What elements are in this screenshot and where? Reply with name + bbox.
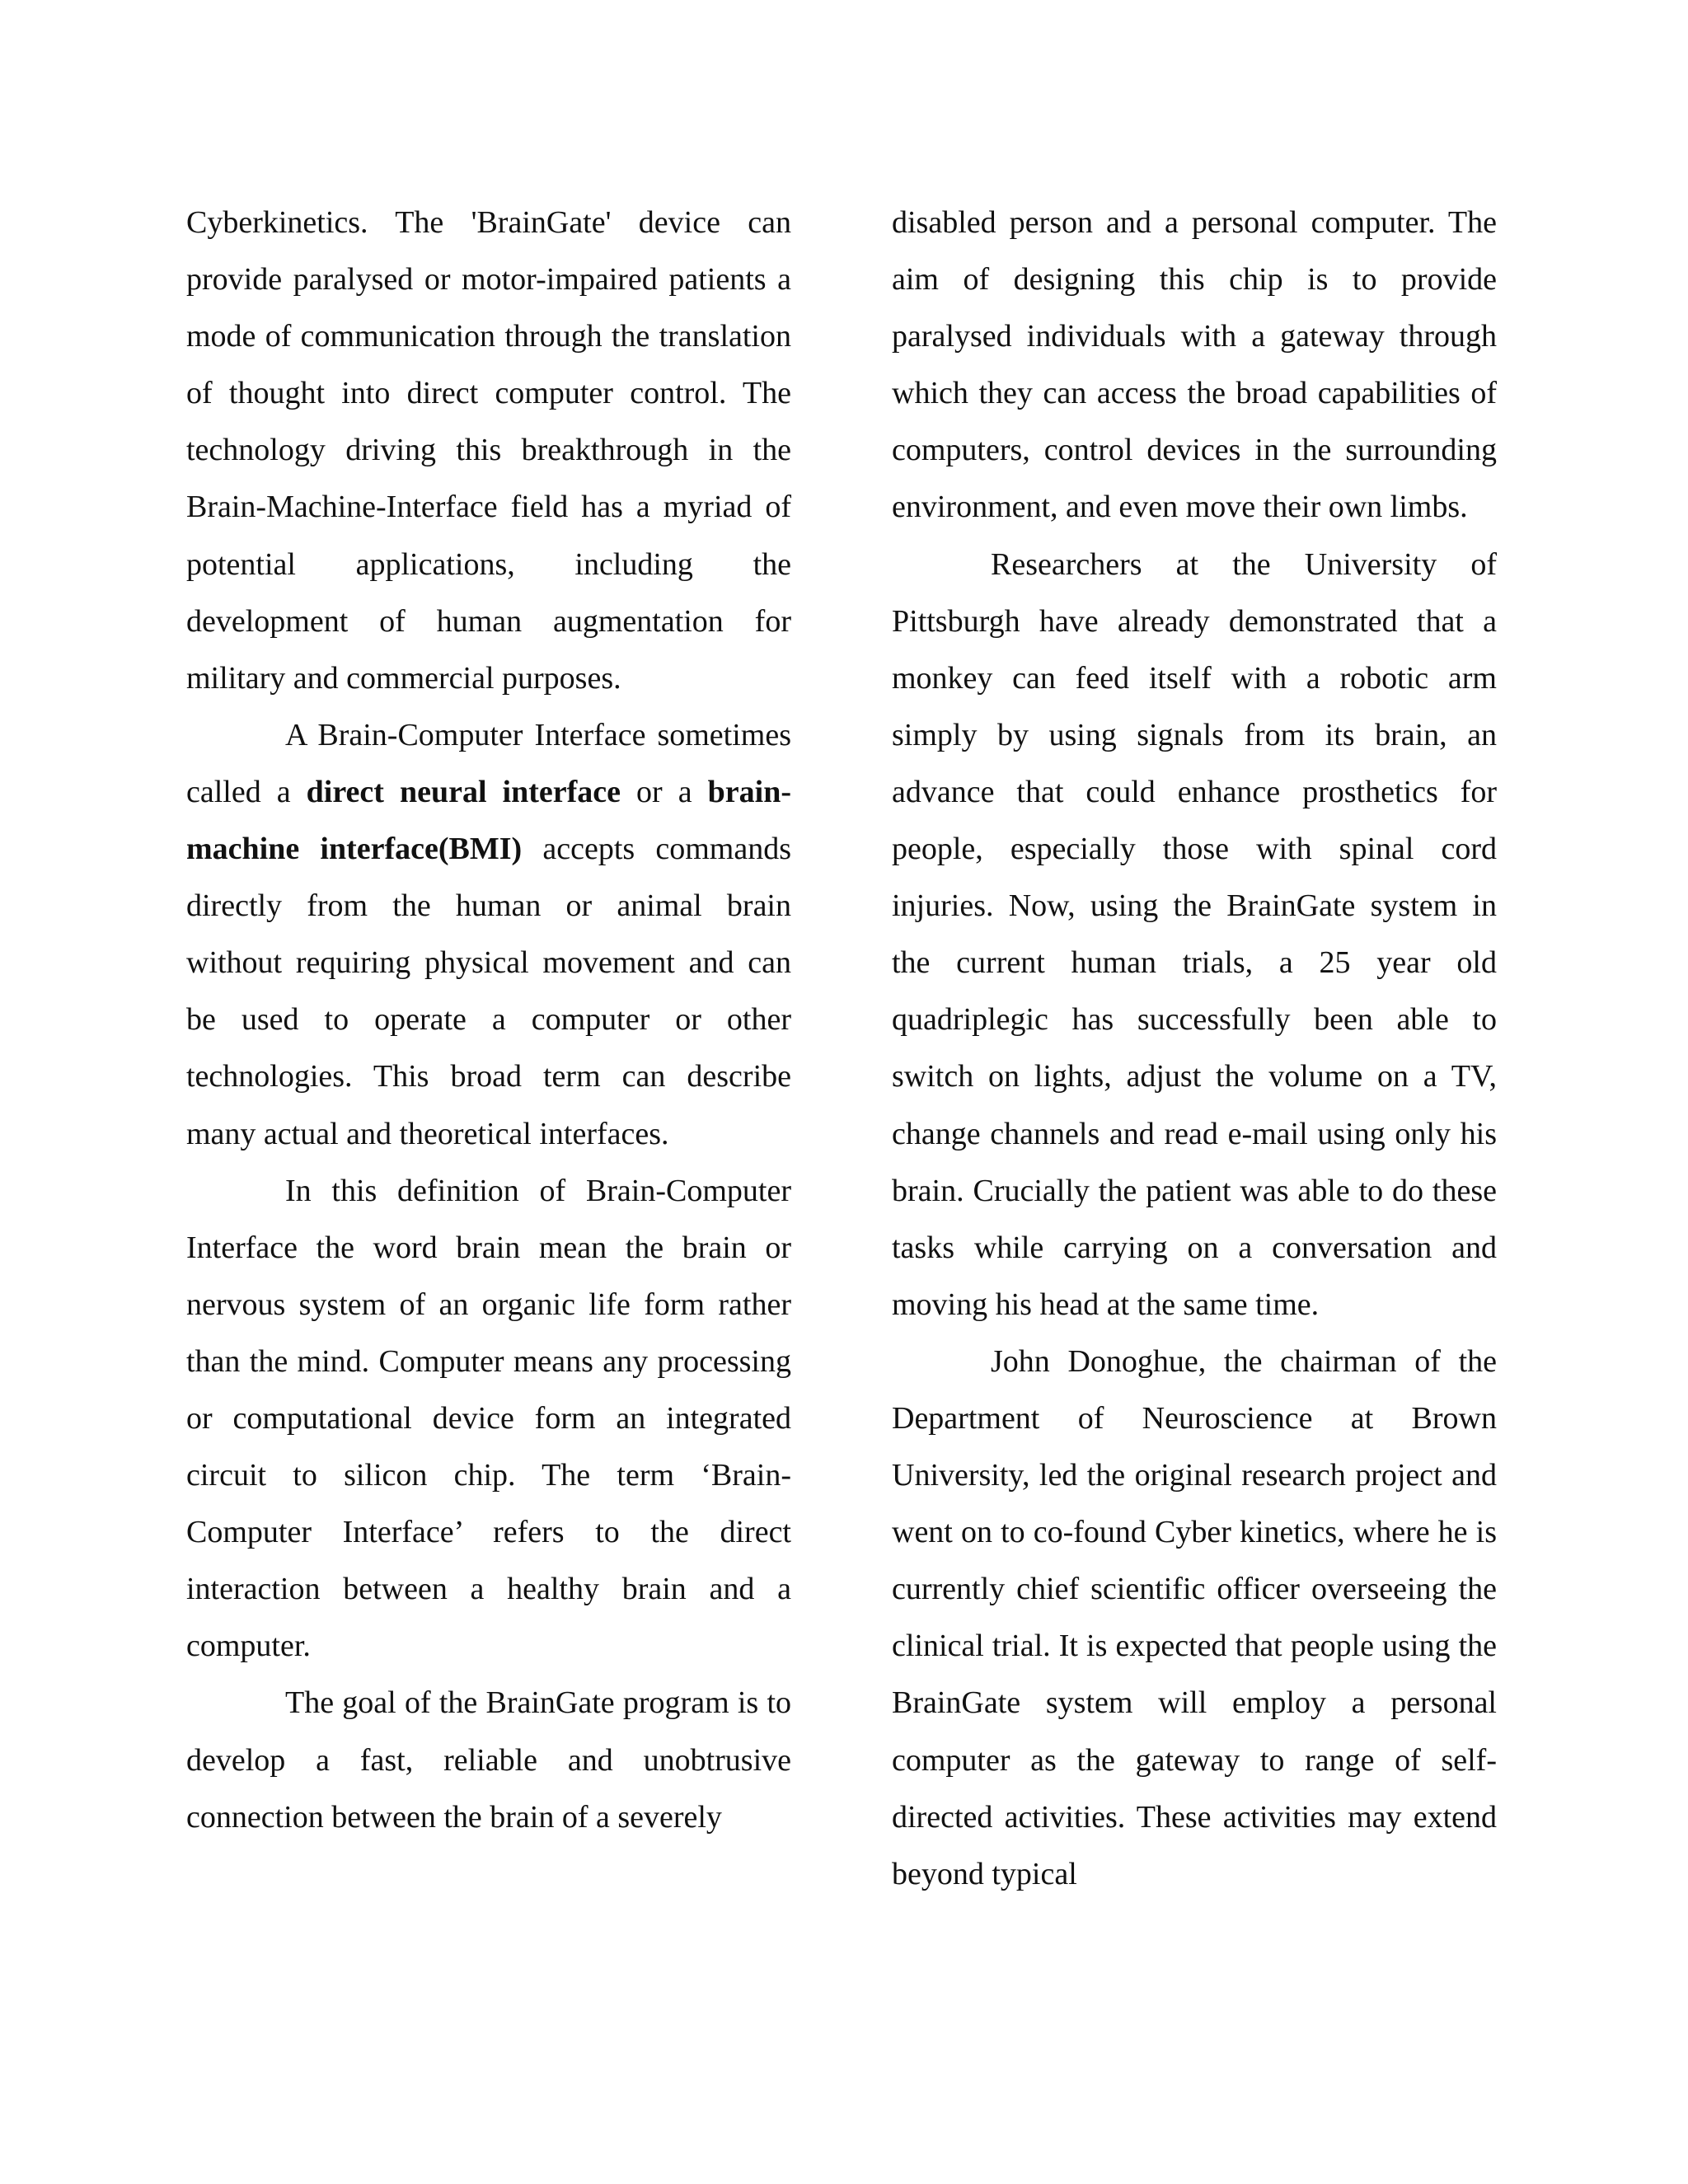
left-column <box>186 194 791 1846</box>
bci-text-2: or a <box>621 774 708 809</box>
paragraph-chip-aim: disabled person and a personal computer. The aim of designing this chip is to provide paralysed individuals with a gateway through which they can access the broad capabilities of computers, control devices in the surrounding environment, and even move their own limbs. <box>892 205 1497 525</box>
paragraph-definition-terms: In this definition of Brain-Computer Interface the word brain mean the brain or nervous system of an organic life form rather than the mind. Computer means any processing or computational device form an integrated circuit to silicon chip. The term ‘Brain-Computer Interface’ refers to the direct interaction between a healthy brain and a computer. <box>186 1173 791 1664</box>
paragraph-bci-definition <box>186 707 791 1163</box>
bci-text-3: accepts commands directly from the human or animal brain without requiring physical movement and can be used to operate a computer or other technologies. This broad term can describe many actual and theoretical interfaces. <box>186 832 791 1151</box>
paragraph-braingate-goal: The goal of the BrainGate program is to develop a fast, reliable and unobtrusive connection between the brain of a severely <box>186 1685 791 1835</box>
bold-term-direct-neural-interface: direct neural interface <box>306 774 621 809</box>
bci-text-1: A Brain-Computer Interface sometimes called a <box>186 717 791 809</box>
paragraph-donoghue: John Donoghue, the chairman of the Department of Neuroscience at Brown University, led the original research project and went on to co-found Cyber kinetics, where he is currently chief scientific officer overseeing the clinical trial. It is expected that people using the BrainGate system will employ a personal computer as the gateway to range of self-directed activities. These activities may extend beyond typical <box>892 1343 1497 1891</box>
paragraph-braingate-intro: Cyberkinetics. The 'BrainGate' device can provide paralysed or motor-impaired patients a mode of communication through the translation of thought into direct computer control. The technology driving this breakthrough in the Brain-Machine-Interface field has a myriad of potential applications, including the development of human augmentation for military and commercial purposes. <box>186 205 791 696</box>
right-column <box>892 194 1497 1903</box>
bold-term-bmi: brain-machine interface(BMI) <box>186 774 791 867</box>
paragraph-pittsburgh-research: Researchers at the University of Pittsburgh have already demonstrated that a monkey can feed itself with a robotic arm simply by using signals from its brain, an advance that could enhance prosthetics for people, especially those with spinal cord injuries. Now, using the BrainGate system in the current human trials, a 25 year old quadriplegic has successfully been able to switch on lights, adjust the volume on a TV, change channels and read e-mail using only his brain. Crucially the patient was able to do these tasks while carrying on a conversation and moving his head at the same time. <box>892 546 1497 1322</box>
